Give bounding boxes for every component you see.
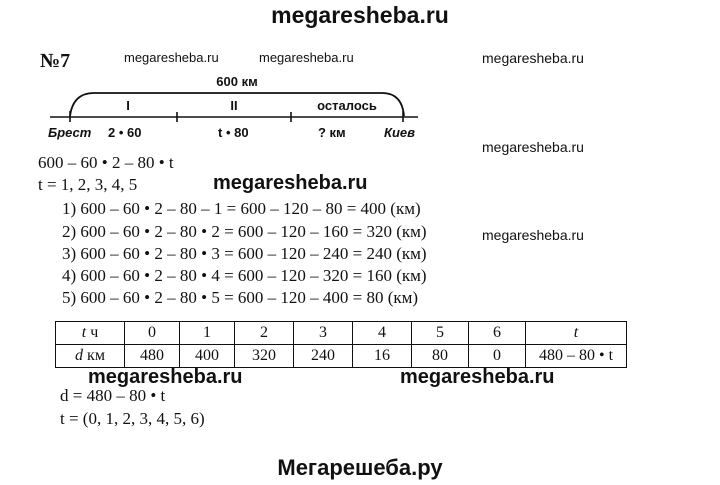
table-cell: t	[526, 322, 627, 345]
segment-label-3: осталось	[317, 98, 377, 113]
table-cell: 0	[125, 322, 180, 345]
route-diagram	[0, 0, 720, 160]
table-cell: 80	[412, 345, 469, 368]
table-cell: 4	[353, 322, 412, 345]
watermark-small: megaresheba.ru	[482, 227, 584, 243]
values-table	[55, 321, 627, 368]
t-values-line: t = 1, 2, 3, 4, 5	[38, 175, 138, 194]
table-header-cell	[56, 345, 125, 368]
step-line: 1) 600 – 60 • 2 – 80 – 1 = 600 – 120 – 80 = 400 (км)	[62, 199, 421, 218]
watermark-small: megaresheba.ru	[259, 50, 354, 65]
table-cell: 320	[235, 345, 294, 368]
watermark-top: megaresheba.ru	[271, 2, 449, 28]
table-cell: 480	[125, 345, 180, 368]
table-cell: 1	[180, 322, 235, 345]
label-brest: Брест	[48, 125, 92, 140]
watermark-bottom: Мегарешеба.ру	[277, 455, 443, 480]
var-symbol: t	[81, 324, 87, 341]
table-cell: 5	[412, 322, 469, 345]
table-cell: 2	[235, 322, 294, 345]
label-segment2-value: t • 80	[218, 125, 249, 140]
table-cell: 480 – 80 • t	[526, 345, 627, 368]
total-distance-label: 600 км	[216, 74, 258, 89]
label-kiev: Киев	[384, 125, 416, 140]
formula-t: t = (0, 1, 2, 3, 4, 5, 6)	[60, 409, 205, 428]
formula-d: d = 480 – 80 • t	[60, 386, 166, 405]
task-number: №7	[40, 50, 71, 72]
watermark-mid: megaresheba.ru	[88, 366, 243, 388]
expression-line: 600 – 60 • 2 – 80 • t	[38, 153, 174, 172]
step-line: 5) 600 – 60 • 2 – 80 • 5 = 600 – 120 – 400 = 80 (км)	[62, 288, 419, 307]
table-row	[56, 345, 627, 368]
step-line: 2) 600 – 60 • 2 – 80 • 2 = 600 – 120 – 160 = 320 (км)	[62, 222, 427, 241]
table-cell: 0	[469, 345, 526, 368]
segment-label-1: I	[126, 98, 130, 113]
var-symbol: d	[75, 347, 84, 364]
table-cell: 3	[294, 322, 353, 345]
watermark-mid: megaresheba.ru	[400, 366, 555, 388]
watermark-small: megaresheba.ru	[482, 139, 584, 155]
table-row	[56, 322, 627, 345]
watermark-small: megaresheba.ru	[124, 50, 219, 65]
label-segment1-value: 2 • 60	[108, 125, 142, 140]
step-line: 3) 600 – 60 • 2 – 80 • 3 = 600 – 120 – 240 = 240 (км)	[62, 244, 427, 263]
table-cell: 400	[180, 345, 235, 368]
unit-label: км	[87, 347, 105, 364]
watermark-mid: megaresheba.ru	[213, 172, 368, 194]
unit-label: ч	[90, 324, 99, 341]
table-cell: 16	[353, 345, 412, 368]
table-cell: 6	[469, 322, 526, 345]
table-header-cell	[56, 322, 125, 345]
label-remaining-value: ? км	[318, 125, 346, 140]
segment-label-2: II	[230, 98, 238, 113]
table-cell: 240	[294, 345, 353, 368]
step-line: 4) 600 – 60 • 2 – 80 • 4 = 600 – 120 – 320 = 160 (км)	[62, 266, 427, 285]
watermark-small: megaresheba.ru	[482, 50, 584, 66]
